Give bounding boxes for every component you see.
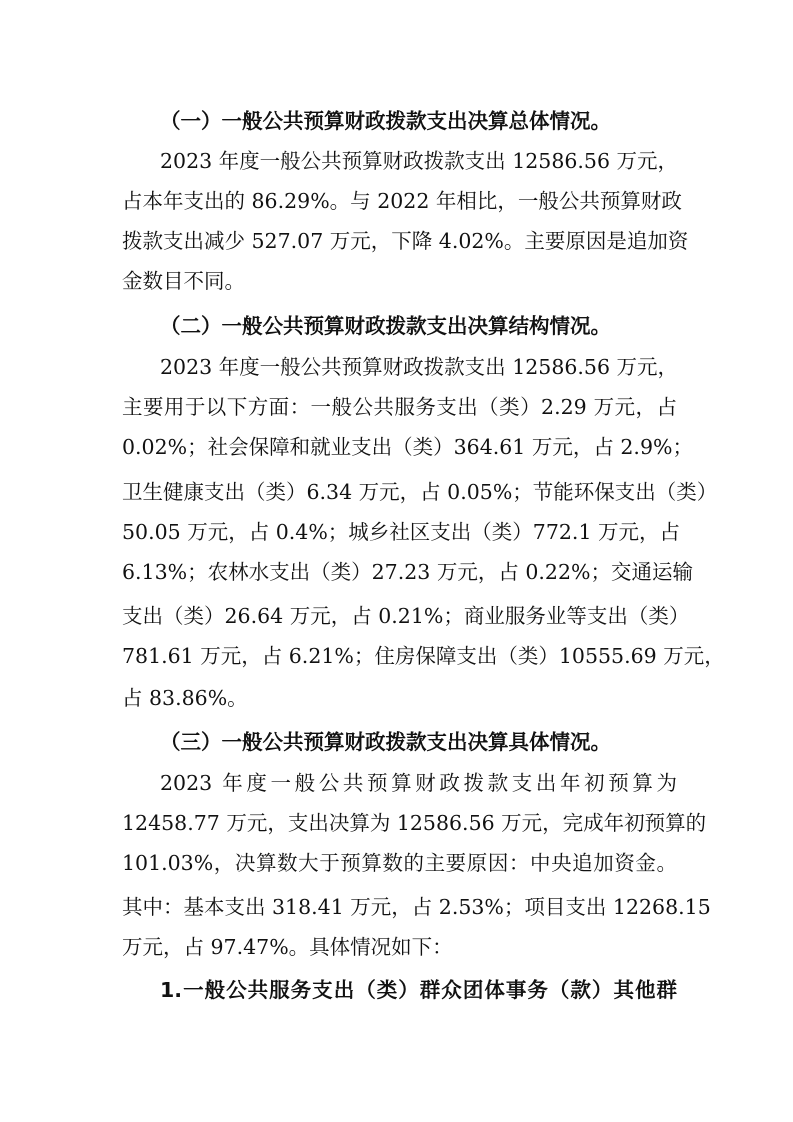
section-1-line-1: 2023 年度一般公共预算财政拨款支出 12586.56 万元， <box>160 149 679 173</box>
section-1-heading: （一）一般公共预算财政拨款支出决算总体情况。 <box>160 109 611 133</box>
section-2-heading: （二）一般公共预算财政拨款支出决算结构情况。 <box>160 314 611 338</box>
section-2-line-5: 50.05 万元，占 0.4%；城乡社区支出（类）772.1 万元，占 <box>122 520 681 544</box>
section-3-heading: （三）一般公共预算财政拨款支出决算具体情况。 <box>160 730 611 754</box>
section-1-line-3: 拨款支出减少 527.07 万元，下降 4.02%。主要原因是追加资 <box>122 229 689 253</box>
section-3-line-1: 2023 年度一般公共预算财政拨款支出年初预算为 <box>160 771 677 795</box>
section-2-line-1: 2023 年度一般公共预算财政拨款支出 12586.56 万元， <box>160 355 679 379</box>
section-1-line-4: 金数目不同。 <box>122 269 245 293</box>
section-2-line-7: 支出（类）26.64 万元，占 0.21%；商业服务业等支出（类） <box>122 604 690 628</box>
section-2-line-3: 0.02%；社会保障和就业支出（类）364.61 万元，占 2.9%； <box>122 435 693 459</box>
section-2-line-2: 主要用于以下方面：一般公共服务支出（类）2.29 万元，占 <box>122 395 677 419</box>
item-1-heading: 1.一般公共服务支出（类）群众团体事务（款）其他群 <box>160 978 677 1002</box>
section-2-line-8: 781.61 万元，占 6.21%；住房保障支出（类）10555.69 万元， <box>122 644 725 668</box>
section-3-line-4: 其中：基本支出 318.41 万元，占 2.53%；项目支出 12268.15 <box>122 895 711 919</box>
section-2-line-6: 6.13%；农林水支出（类）27.23 万元，占 0.22%；交通运输 <box>122 560 693 584</box>
section-2-line-9: 占 83.86%。 <box>122 686 248 710</box>
section-2-line-4: 卫生健康支出（类）6.34 万元，占 0.05%；节能环保支出（类） <box>122 480 718 504</box>
section-1-line-2: 占本年支出的 86.29%。与 2022 年相比，一般公共预算财政 <box>122 189 682 213</box>
section-3-line-2: 12458.77 万元，支出决算为 12586.56 万元，完成年初预算的 <box>122 811 707 835</box>
section-3-line-3: 101.03%，决算数大于预算数的主要原因：中央追加资金。 <box>122 851 677 875</box>
section-3-line-5: 万元，占 97.47%。具体情况如下： <box>122 935 453 959</box>
